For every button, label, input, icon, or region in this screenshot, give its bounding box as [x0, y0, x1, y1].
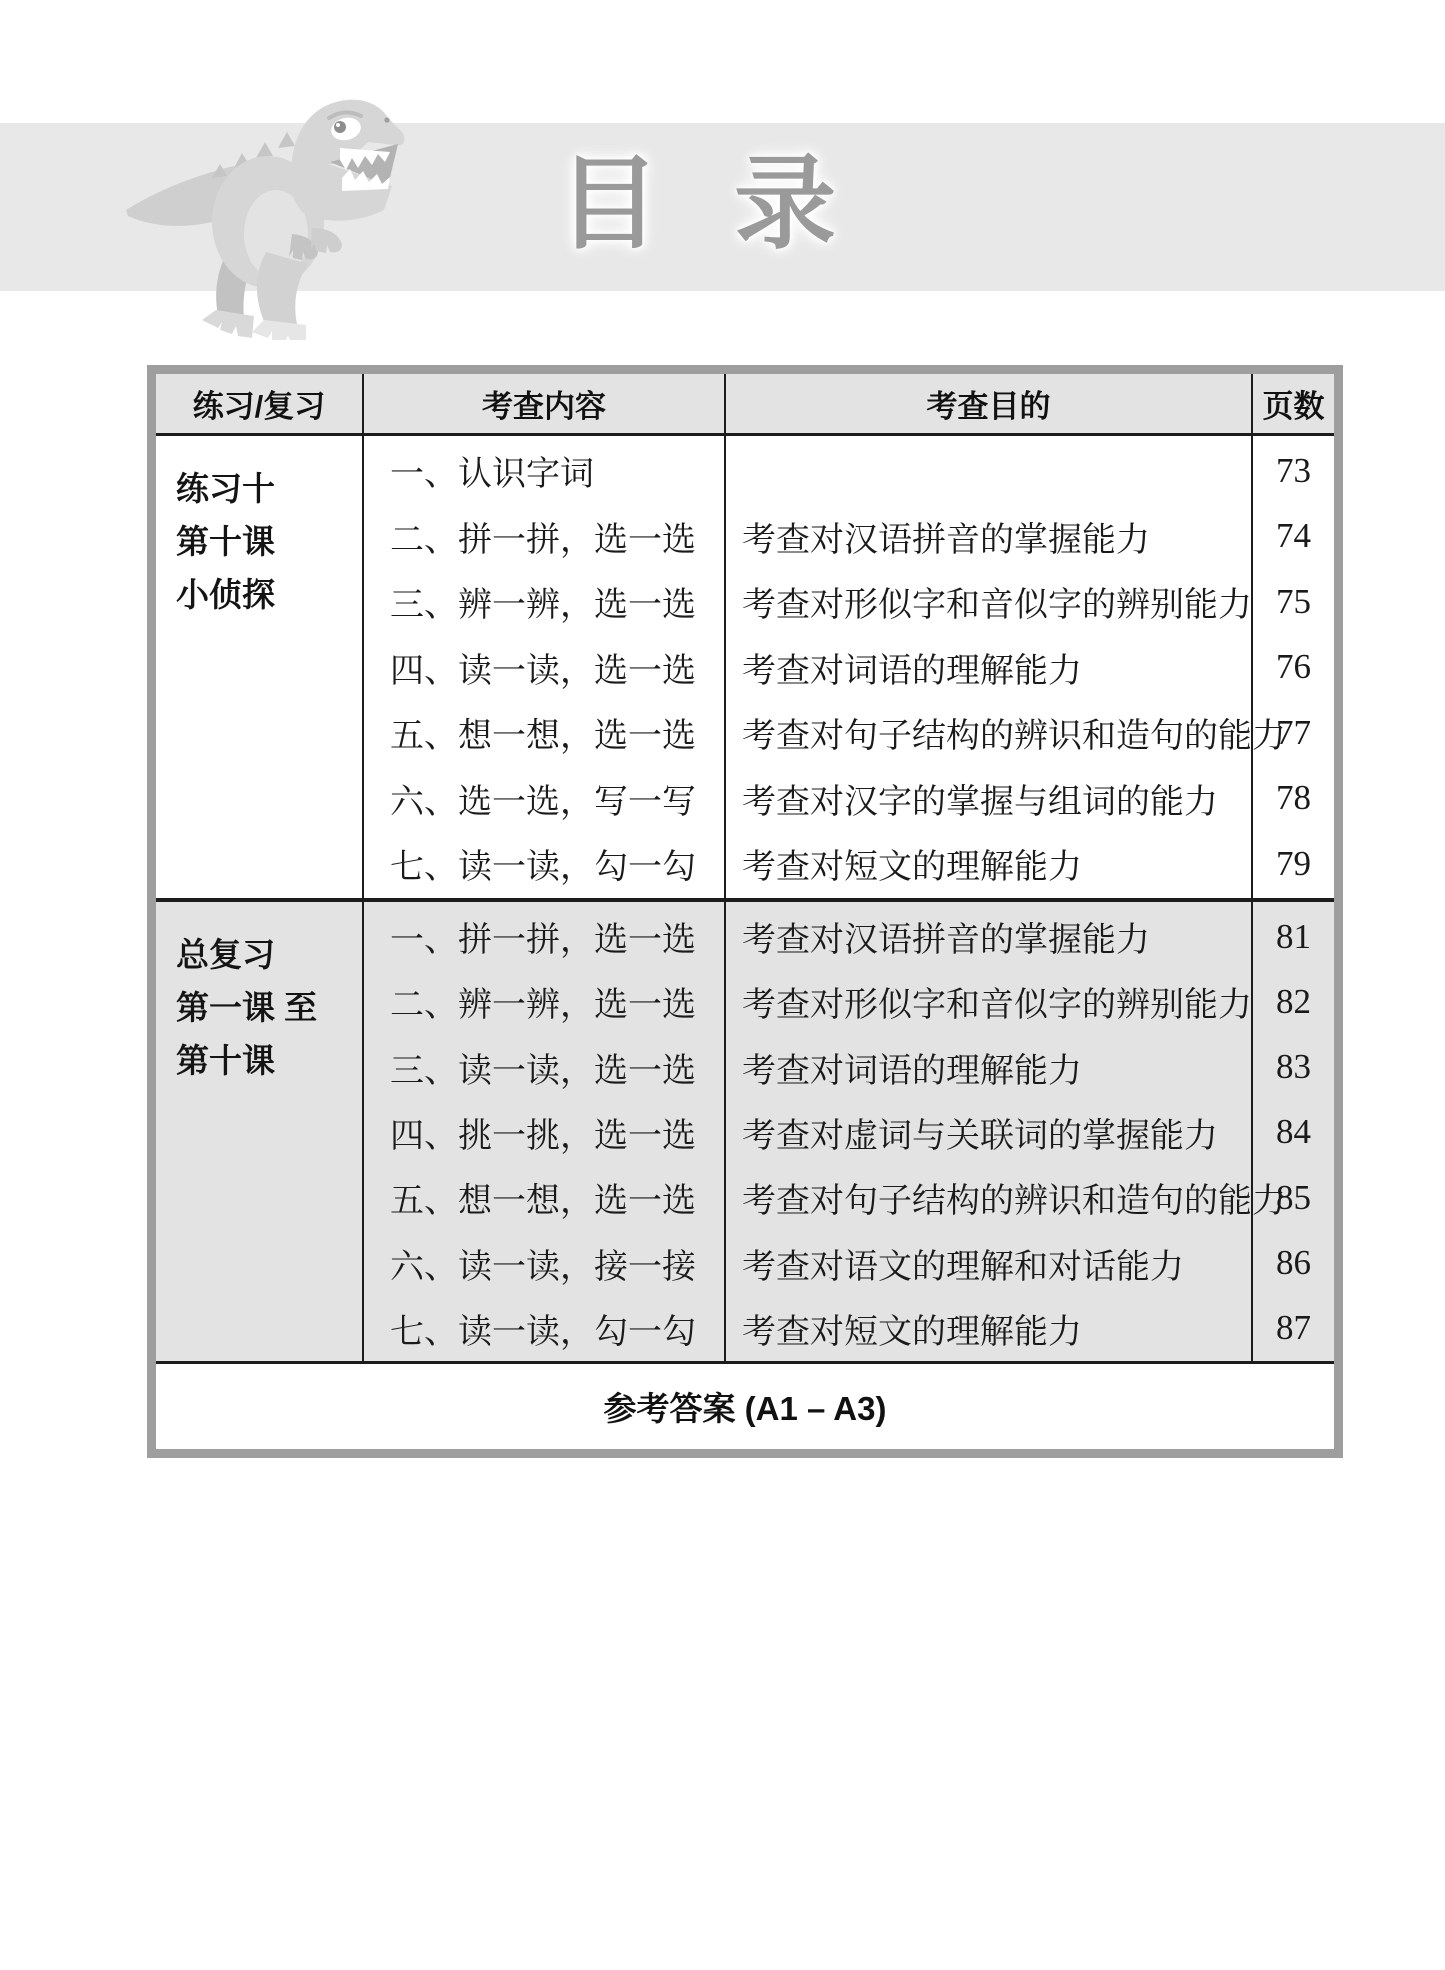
toc-table	[147, 365, 1343, 1458]
page-number: 74	[1276, 516, 1311, 556]
purpose-item: 考查对形似字和音似字的辨别能力	[742, 587, 1252, 625]
content-item: 七、读一读，勾一勾	[390, 1313, 696, 1351]
content-item: 二、拼一拼，选一选	[390, 521, 696, 559]
content-item: 四、挑一挑，选一选	[390, 1117, 696, 1155]
content-item: 三、辨一辨，选一选	[390, 587, 696, 625]
purpose-item: 考查对短文的理解能力	[742, 849, 1082, 887]
table-header-row	[156, 374, 1334, 436]
page-number: 82	[1276, 981, 1311, 1021]
page-number: 73	[1276, 450, 1311, 490]
purpose-item: 考查对短文的理解能力	[742, 1313, 1082, 1351]
purpose-item: 考查对汉语拼音的掌握能力	[742, 922, 1150, 960]
purpose-item: 考查对词语的理解能力	[742, 652, 1082, 690]
content-item: 五、想一想，选一选	[390, 1183, 696, 1221]
purpose-item: 考查对词语的理解能力	[742, 1052, 1082, 1090]
purpose-column	[726, 902, 1286, 1361]
purpose-item: 考查对形似字和音似字的辨别能力	[742, 987, 1252, 1025]
page-number: 76	[1276, 647, 1311, 687]
content-item: 五、想一想，选一选	[390, 718, 696, 756]
page-number-column	[1253, 436, 1334, 898]
page-number-column	[1253, 902, 1334, 1361]
page-number: 86	[1276, 1243, 1311, 1283]
header-exam-purpose: 考查目的	[726, 374, 1253, 433]
content-item: 六、选一选，写一写	[390, 783, 696, 821]
header-exercise-review: 练习/复习	[156, 374, 364, 433]
purpose-item: 考查对汉字的掌握与组词的能力	[742, 783, 1218, 821]
page-number: 78	[1276, 778, 1311, 818]
purpose-column	[726, 436, 1286, 898]
purpose-item: 考查对汉语拼音的掌握能力	[742, 521, 1150, 559]
page-number: 75	[1276, 581, 1311, 621]
content-item: 一、认识字词	[390, 456, 594, 494]
page-number: 84	[1276, 1112, 1311, 1152]
content-item: 七、读一读，勾一勾	[390, 849, 696, 887]
header-exam-content: 考查内容	[364, 374, 726, 433]
header-page-count: 页数	[1262, 389, 1325, 424]
content-item: 六、读一读，接一接	[390, 1248, 696, 1286]
content-item: 二、辨一辨，选一选	[390, 987, 696, 1025]
page-number: 77	[1276, 712, 1311, 752]
page-number: 85	[1276, 1177, 1311, 1217]
content-item: 一、拼一拼，选一选	[390, 922, 696, 960]
page-number: 87	[1276, 1308, 1311, 1348]
purpose-item	[726, 438, 1251, 504]
purpose-item: 考查对句子结构的辨识和造句的能力	[742, 1183, 1286, 1221]
section-general-review	[156, 902, 1334, 1361]
content-item: 三、读一读，选一选	[390, 1052, 696, 1090]
purpose-item: 考查对语文的理解和对话能力	[742, 1248, 1184, 1286]
content-column	[364, 902, 726, 1361]
purpose-item: 考查对虚词与关联词的掌握能力	[742, 1117, 1218, 1155]
content-column	[364, 436, 726, 898]
section-label: 练习十 第十课 小侦探	[156, 436, 364, 898]
section-exercise-ten	[156, 436, 1334, 898]
page-number: 83	[1276, 1047, 1311, 1087]
dinosaur-icon	[116, 82, 408, 340]
purpose-item: 考查对句子结构的辨识和造句的能力	[742, 718, 1286, 756]
page-number: 79	[1276, 843, 1311, 883]
section-label: 总复习 第一课 至 第十课	[156, 902, 364, 1361]
page-number: 81	[1276, 916, 1311, 956]
answer-key-footer: 参考答案 (A1 – A3)	[156, 1364, 1334, 1449]
page-title: 目 录	[557, 147, 843, 261]
content-item: 四、读一读，选一选	[390, 652, 696, 690]
